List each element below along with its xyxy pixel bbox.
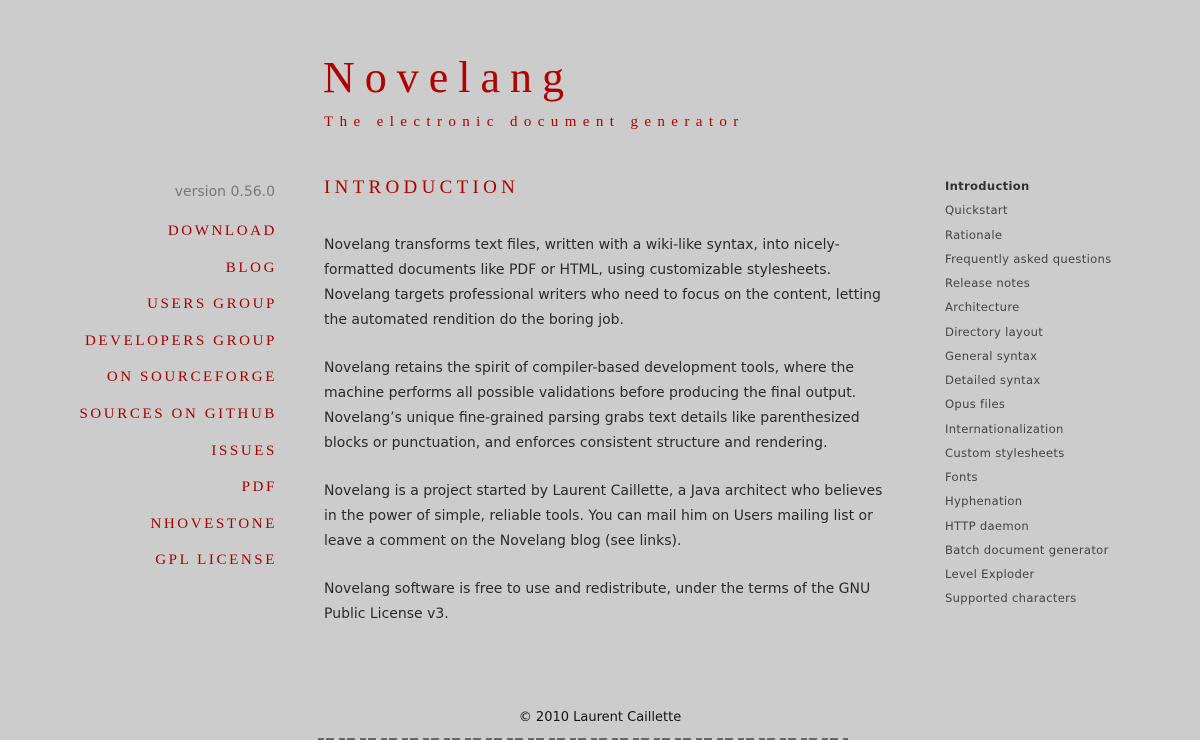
developers-group-link[interactable]: DEVELOPERS GROUP <box>84 332 277 349</box>
issues-link[interactable]: ISSUES <box>211 442 277 459</box>
intro-paragraph-4: Novelang software is free to use and redistribute, under the terms of the GNU Public License v3. <box>324 581 871 622</box>
toc-item-supported-characters[interactable]: Supported characters <box>945 591 1077 606</box>
github-sources-link[interactable]: SOURCES ON GITHUB <box>79 405 277 422</box>
toc-item-http-daemon[interactable]: HTTP daemon <box>945 518 1029 533</box>
nav-item-blog <box>40 255 276 292</box>
nav-item-developers-group <box>40 328 276 365</box>
toc-item-batch-generator[interactable]: Batch document generator <box>945 542 1109 557</box>
toc-item-quickstart[interactable]: Quickstart <box>945 203 1008 218</box>
toc-item-introduction[interactable]: Introduction <box>945 179 1030 193</box>
nhovestone-link[interactable]: NHOVESTONE <box>150 515 277 532</box>
intro-paragraph-2: Novelang retains the spirit of compiler-based development tools, where the machine performs all possible validations before producing the final output. Novelang’s unique fine-grained parsing grabs text details like parenthesized blocks or punctuation, and enforces consistent structure and rendering. <box>324 360 860 451</box>
intro-paragraph-3: Novelang is a project started by Laurent Caillette, a Java architect who believes in the power of simple, reliable tools. You can mail him on Users mailing list or leave a comment on the Novelang blog (see links). <box>324 483 883 549</box>
table-of-contents <box>945 174 1185 611</box>
nav-item-users-group <box>40 291 276 328</box>
users-group-link[interactable]: USERS GROUP <box>147 296 277 313</box>
nav-item-pdf <box>40 474 276 511</box>
toc-item-internationalization[interactable]: Internationalization <box>945 421 1064 436</box>
version-label: version 0.56.0 <box>174 184 275 200</box>
toc-item-architecture[interactable]: Architecture <box>945 300 1020 315</box>
toc-item-level-exploder[interactable]: Level Exploder <box>945 567 1035 581</box>
toc-item-faq[interactable]: Frequently asked questions <box>945 251 1112 266</box>
toc-item-detailed-syntax[interactable]: Detailed syntax <box>945 373 1041 387</box>
site-title: Novelang <box>323 53 575 102</box>
nav-item-github <box>40 401 276 438</box>
nav-item-issues <box>40 438 276 475</box>
section-title: INTRODUCTION <box>324 177 520 198</box>
intro-paragraph-1: Novelang transforms text files, written with a wiki-like syntax, into nicely-formatted documents like PDF or HTML, using customizable stylesheets. Novelang targets professional writers who need to focus on the content, letting the automated rendition do the boring job. <box>324 237 881 328</box>
toc-list <box>945 174 1185 611</box>
blog-link[interactable]: BLOG <box>225 259 277 276</box>
gpl-license-link[interactable]: GPL LICENSE <box>155 552 277 569</box>
pdf-link[interactable]: PDF <box>241 479 277 496</box>
toc-item-general-syntax[interactable]: General syntax <box>945 348 1038 363</box>
nav-item-sourceforge <box>40 364 276 401</box>
download-link[interactable]: DOWNLOAD <box>167 223 277 239</box>
nav-item-gpl-license <box>40 547 276 584</box>
main-content <box>324 175 884 650</box>
footer <box>0 709 1200 727</box>
toc-item-rationale[interactable]: Rationale <box>945 227 1003 242</box>
left-nav <box>40 180 276 584</box>
toc-item-directory-layout[interactable]: Directory layout <box>945 324 1044 339</box>
toc-item-custom-stylesheets[interactable]: Custom stylesheets <box>945 445 1065 460</box>
nav-link-list <box>40 218 276 584</box>
toc-item-opus-files[interactable]: Opus files <box>945 397 1006 412</box>
nav-item-nhovestone <box>40 511 276 548</box>
toc-item-hyphenation[interactable]: Hyphenation <box>945 494 1023 509</box>
toc-item-fonts[interactable]: Fonts <box>945 470 978 484</box>
site-tagline: The electronic document generator <box>324 114 745 130</box>
toc-item-release-notes[interactable]: Release notes <box>945 276 1031 290</box>
sourceforge-link[interactable]: ON SOURCEFORGE <box>106 369 277 386</box>
copyright-text: © 2010 Laurent Caillette <box>518 710 682 725</box>
nav-item-download <box>40 218 276 255</box>
